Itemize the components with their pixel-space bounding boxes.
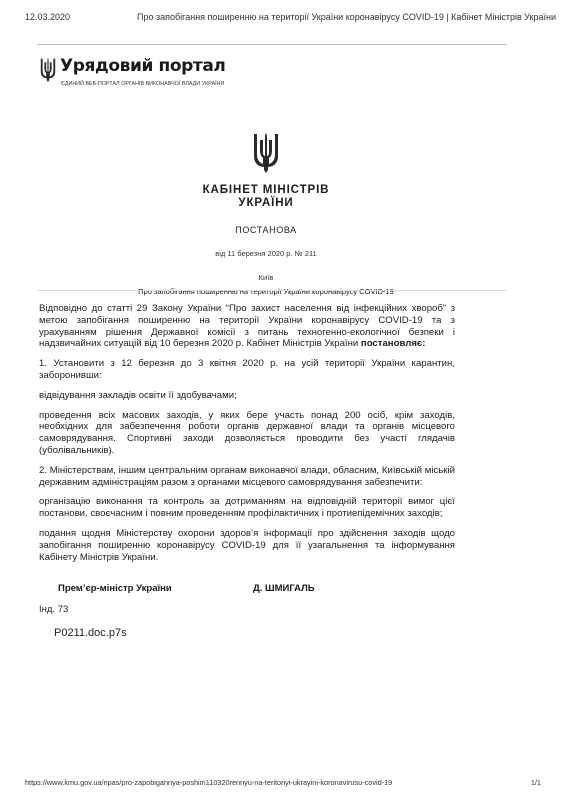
portal-name: Урядовий портал <box>60 56 226 76</box>
print-page-number: 1/1 <box>530 778 541 787</box>
portal-subtitle: ЄДИНИЙ ВЕБ-ПОРТАЛ ОРГАНІВ ВИКОНАВЧОЇ ВЛАДИ УКРАЇНИ <box>61 81 225 87</box>
document-title: Про запобігання поширенню на території України коронавірусу COVID-19 <box>138 287 394 296</box>
top-divider <box>37 44 507 45</box>
document-type: ПОСТАНОВА <box>235 225 297 235</box>
signatory-position: Прем’єр-міністр України <box>58 583 172 594</box>
clause-2: 2. Міністерствам, іншим центральним органам виконавчої влади, обласним, Київській міській державним адміністраціям разом з органами місцевого самоврядування забезпечити: <box>39 464 455 488</box>
clause-2-item-a: організацію виконання та контроль за дотриманням на відповідній території вимог цієї постанови, своєчасним і повним проведенням профілактичних і протиепідемічних заходів; <box>39 496 455 520</box>
document-body <box>39 303 455 571</box>
organization-line-2: УКРАЇНИ <box>238 197 294 209</box>
organization-name <box>0 184 532 210</box>
clause-1: 1. Установити з 12 березня до 3 квітня 2020 р. на усій території України карантин, заборонивши: <box>39 358 455 381</box>
print-page-title: Про запобігання поширенню на території України коронавірусу COVID-19 | Кабінет Міністрів України <box>137 12 557 22</box>
header-divider <box>37 290 507 291</box>
document-header <box>0 132 532 296</box>
signatory-name: Д. ШМИГАЛЬ <box>253 583 315 594</box>
print-header <box>25 12 557 26</box>
document-index: Інд. 73 <box>39 604 69 615</box>
clause-1-item-a: відвідування закладів освіти її здобувачами; <box>39 389 237 401</box>
print-url: https://www.kmu.gov.ua/npas/pro-zapobigannya-poshim110320rennyu-na-teritoriyi-ukrayini-koronavirusu-covid-19 <box>25 778 393 787</box>
trident-icon <box>39 57 57 83</box>
intro-paragraph <box>39 303 455 350</box>
intro-resolves: постановляє: <box>360 338 426 350</box>
organization-line-1: КАБІНЕТ МІНІСТРІВ <box>202 184 330 196</box>
intro-text: Відповідно до статті 29 Закону України “Про захист населення від інфекційних хвороб” з метою запобігання поширенню на території України коронавірусу COVID-19 та з урахуванням рішення Державної комісії з питань техногенно-екологічної безпеки і надзвичайних ситуацій від 10 березня 2020 р. Кабінет Міністрів України <box>39 303 455 350</box>
clause-1-item-b: проведення всіх масових заходів, у яких бере участь понад 200 осіб, крім заходів, необхідних для забезпечення роботи органів державної влади та органів місцевого самоврядування. Спортивні заходи дозволяється проводити без участі глядачів (уболівальників). <box>39 409 455 456</box>
clause-2-item-b: подання щодня Міністерству охорони здоров’я інформації про здійснення заходів щодо запобігання поширенню коронавірусу COVID-19 для її узагальнення та інформування Кабінету Міністрів України. <box>39 527 455 563</box>
document-city: Київ <box>258 273 274 282</box>
document-date: від 11 березня 2020 р. № 211 <box>215 249 317 258</box>
attachment-link[interactable]: P0211.doc.p7s <box>54 627 127 639</box>
trident-icon <box>251 132 281 174</box>
print-date: 12.03.2020 <box>25 12 71 22</box>
